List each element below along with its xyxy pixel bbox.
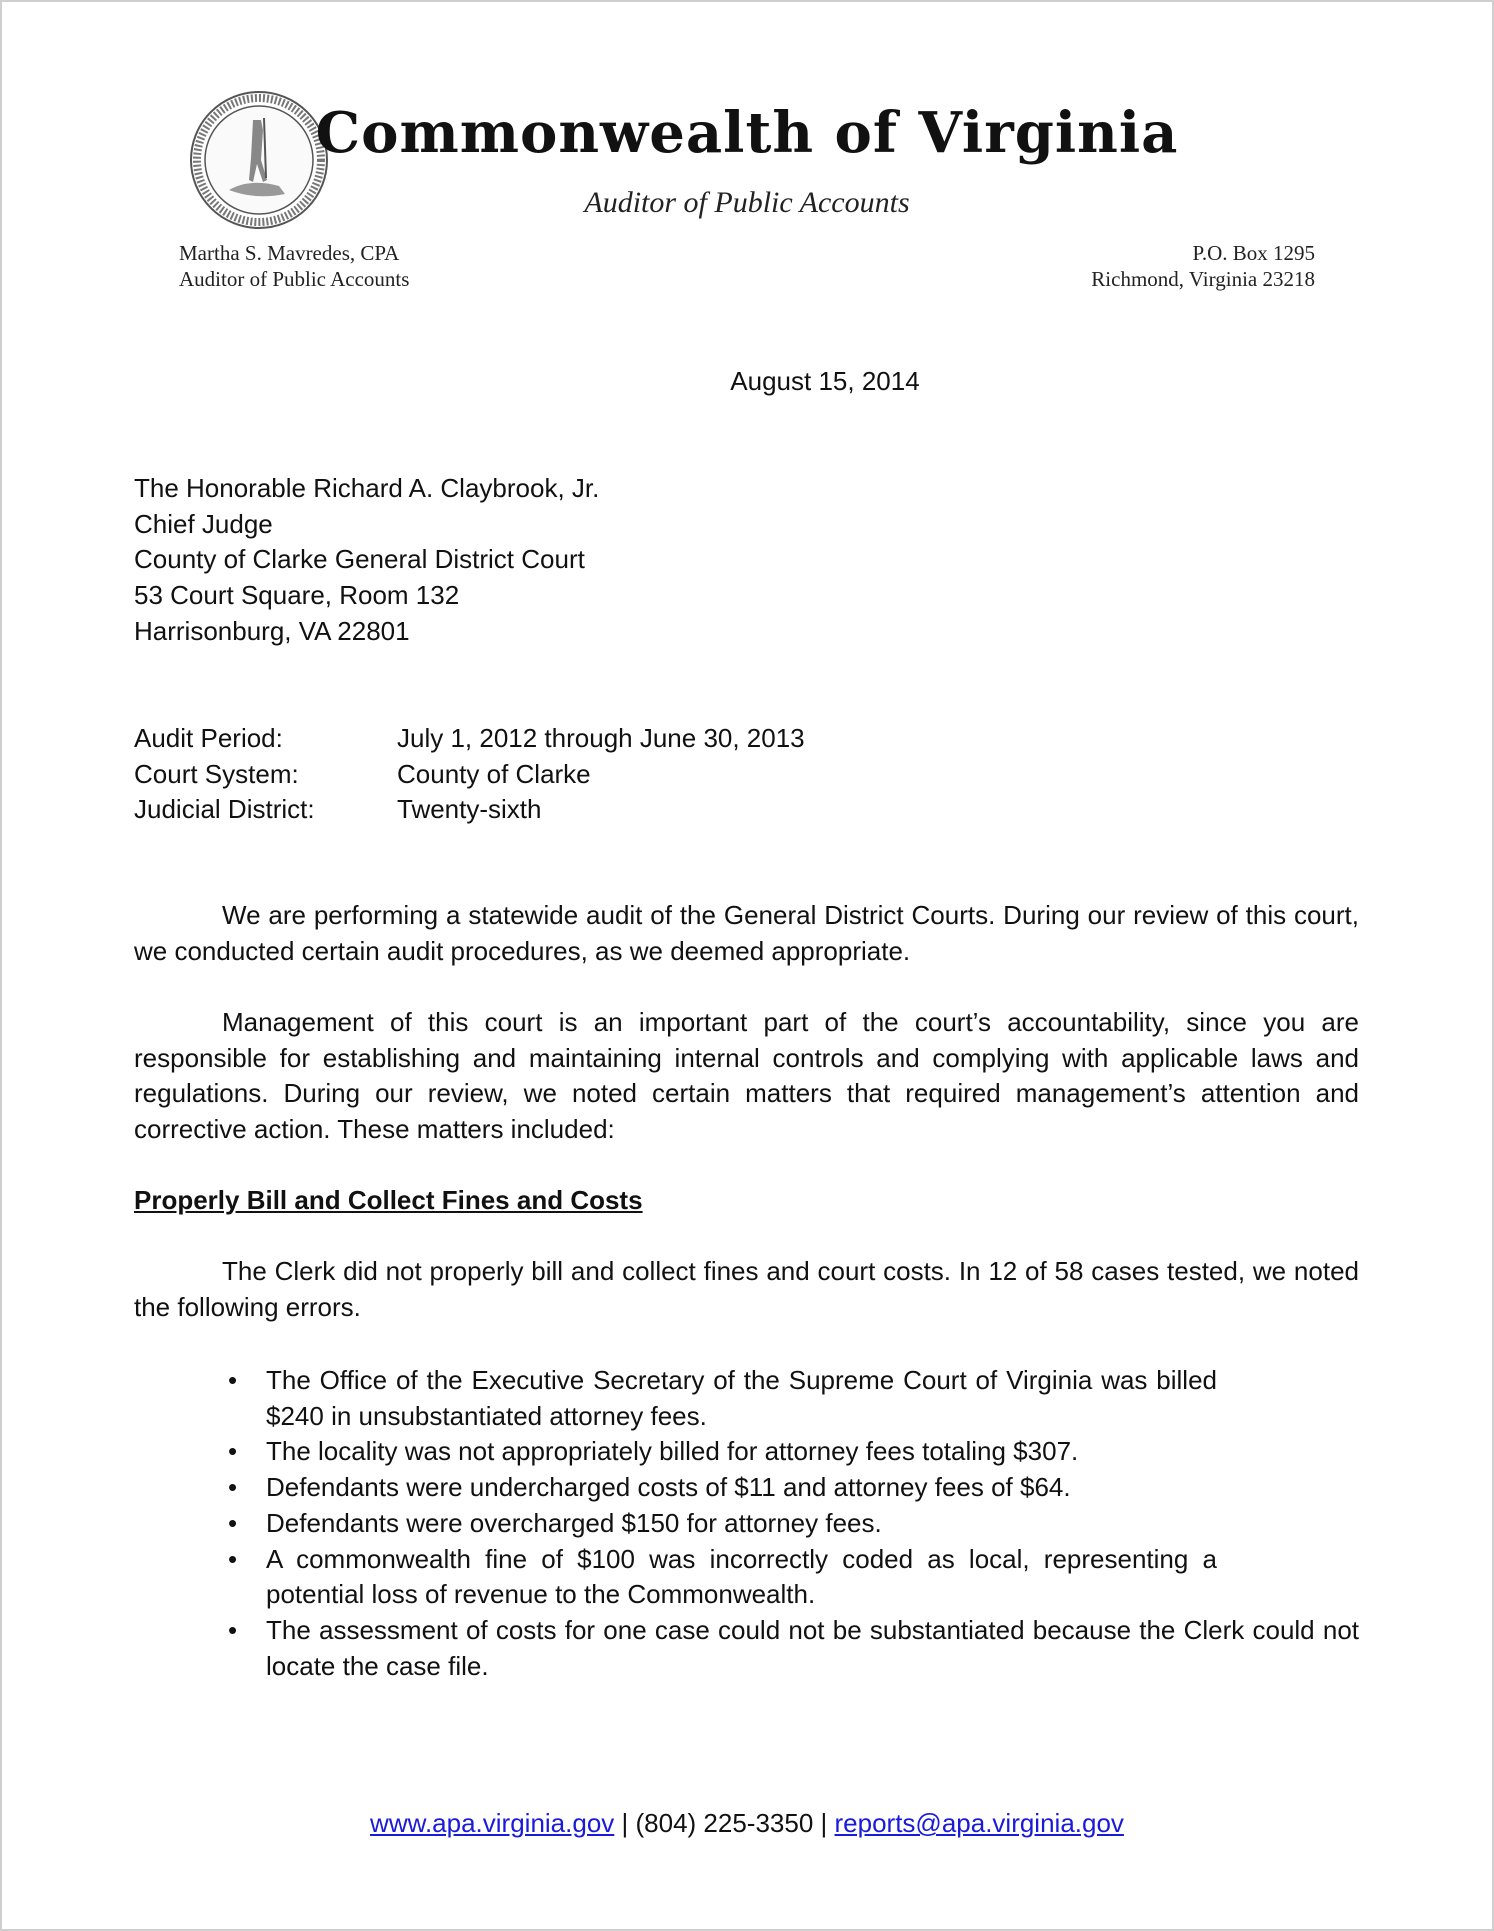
audit-value: County of Clarke <box>397 758 591 789</box>
list-item-text: Defendants were undercharged costs of $11 and attorney fees of $64. <box>266 1472 1071 1503</box>
list-item <box>228 1613 1359 1684</box>
bullet-icon: • <box>228 1436 238 1467</box>
list-item <box>228 1470 1217 1506</box>
city-state: Richmond, Virginia 23218 <box>1091 267 1315 291</box>
list-item-text: A commonwealth fine of $100 was incorrectly coded as local, representing a potential loss of revenue to the Commonwealth. <box>266 1543 1217 1610</box>
email-link[interactable]: reports@apa.virginia.gov <box>834 1808 1124 1838</box>
list-item-text: The Office of the Executive Secretary of the Supreme Court of Virginia was billed $240 in unsubstantiated attorney fees. <box>266 1365 1217 1431</box>
audit-info-row <box>134 757 805 793</box>
audit-value: July 1, 2012 through June 30, 2013 <box>397 723 805 753</box>
audit-label: Audit Period: <box>134 723 283 753</box>
auditor-name-block <box>179 240 409 292</box>
website-link[interactable]: www.apa.virginia.gov <box>370 1808 615 1838</box>
bullet-icon: • <box>228 1472 238 1503</box>
office-address-block <box>1091 240 1315 292</box>
list-item <box>228 1542 1217 1613</box>
phone-number: (804) 225-3350 <box>635 1808 814 1838</box>
bullet-icon: • <box>228 1543 238 1574</box>
audit-value: Twenty-sixth <box>397 794 542 825</box>
bullet-icon: • <box>228 1507 238 1538</box>
recipient-address <box>134 471 599 650</box>
audit-info <box>134 721 805 828</box>
audit-label: Judicial District: <box>134 794 315 825</box>
bullet-icon: • <box>228 1365 238 1395</box>
recipient-line: Harrisonburg, VA 22801 <box>134 615 410 646</box>
bullet-icon: • <box>228 1614 238 1645</box>
body-paragraph: We are performing a statewide audit of the General District Courts. During our review of this court, we conducted certain audit procedures, as we deemed appropriate. <box>134 900 1359 966</box>
section-paragraph: The Clerk did not properly bill and collect fines and court costs. In 12 of 58 cases tested, we noted the following errors. <box>134 1256 1359 1322</box>
audit-label: Court System: <box>134 758 299 789</box>
section-heading: Properly Bill and Collect Fines and Costs <box>134 1185 643 1215</box>
recipient-line: County of Clarke General District Court <box>134 544 585 575</box>
list-item-text: Defendants were overcharged $150 for attorney fees. <box>266 1507 882 1538</box>
recipient-line: The Honorable Richard A. Claybrook, Jr. <box>134 473 600 503</box>
recipient-line: 53 Court Square, Room 132 <box>134 580 460 611</box>
list-item-text: The assessment of costs for one case could not be substantiated because the Clerk could not locate the case file. <box>266 1614 1359 1681</box>
audit-info-row <box>134 792 805 828</box>
po-box: P.O. Box 1295 <box>1192 241 1315 265</box>
list-item <box>228 1506 1217 1542</box>
auditor-name: Martha S. Mavredes, CPA <box>179 241 400 265</box>
error-list <box>228 1363 1359 1684</box>
audit-info-row <box>134 721 805 757</box>
letter-date: August 15, 2014 <box>730 366 920 396</box>
auditor-title: Auditor of Public Accounts <box>179 267 410 291</box>
letterhead-title: Commonwealth of Virginia <box>315 100 1179 166</box>
letterhead-subtitle: Auditor of Public Accounts <box>584 186 910 219</box>
list-item-text: The locality was not appropriately billed for attorney fees totaling $307. <box>266 1436 1079 1467</box>
body-paragraph: Management of this court is an important part of the court’s accountability, since you are responsible for establishing and maintaining internal controls and complying with applicable laws and regulations. During our review, we noted certain matters that required management’s attention and corrective action. These matters included: <box>134 1007 1359 1145</box>
list-item <box>228 1363 1217 1434</box>
separator: | <box>813 1808 835 1838</box>
separator: | <box>614 1808 636 1838</box>
list-item <box>228 1434 1217 1470</box>
footer <box>0 1806 1494 1842</box>
recipient-line: Chief Judge <box>134 508 273 539</box>
